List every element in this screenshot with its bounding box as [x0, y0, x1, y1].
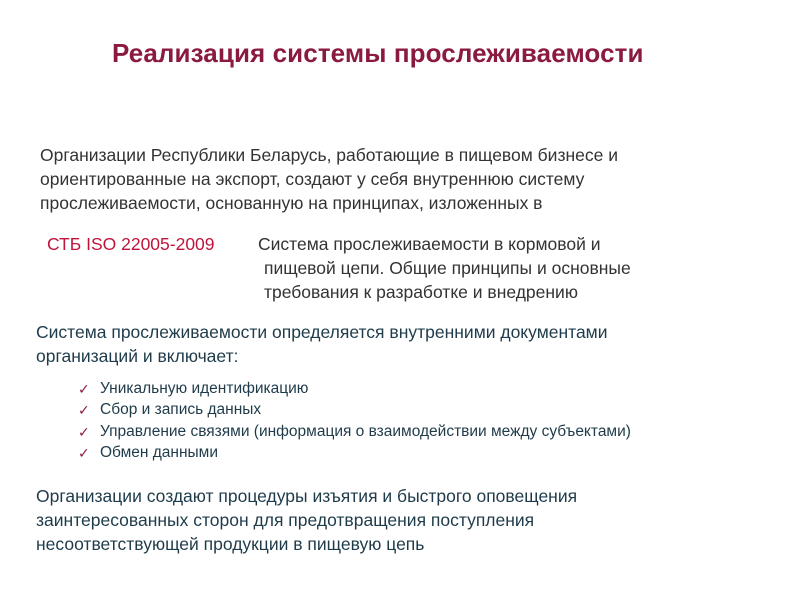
- standard-description-line: пищевой цепи. Общие принципы и основные: [264, 258, 631, 278]
- intro-line: ориентированные на экспорт, создают у себя внутреннюю систему: [40, 169, 585, 189]
- check-icon: ✓: [78, 445, 90, 462]
- check-icon: ✓: [78, 380, 90, 397]
- intro-paragraph: [40, 143, 740, 215]
- check-icon: ✓: [78, 402, 90, 419]
- list-item-label: Обмен данными: [100, 444, 218, 462]
- conclusion-line: заинтересованных сторон для предотвращения поступления: [36, 510, 535, 530]
- conclusion-paragraph: [36, 484, 766, 556]
- system-definition-paragraph: [36, 320, 766, 368]
- slide-title: Реализация системы прослеживаемости: [112, 38, 644, 68]
- conclusion-line: несоответствующей продукции в пищевую цепь: [36, 534, 425, 554]
- intro-line: Организации Республики Беларусь, работающие в пищевом бизнесе и: [40, 145, 618, 165]
- check-icon: ✓: [78, 423, 90, 440]
- standard-description-line: Система прослеживаемости в кормовой и: [258, 234, 601, 254]
- components-list: [78, 378, 768, 464]
- system-definition-line: организаций и включает:: [36, 346, 239, 366]
- list-item: [78, 421, 768, 443]
- list-item: [78, 378, 768, 400]
- list-item-label: Уникальную идентификацию: [100, 379, 309, 397]
- conclusion-line: Организации создают процедуры изъятия и быстрого оповещения: [36, 486, 578, 506]
- intro-line: прослеживаемости, основанную на принципах, изложенных в: [40, 193, 543, 213]
- list-item-label: Сбор и запись данных: [100, 401, 262, 419]
- list-item: [78, 400, 768, 422]
- list-item: [78, 443, 768, 465]
- list-item-label: Управление связями (информация о взаимодействии между субъектами): [100, 422, 631, 440]
- standard-description: [258, 232, 758, 304]
- system-definition-line: Система прослеживаемости определяется внутренними документами: [36, 322, 608, 342]
- standard-code: СТБ ISO 22005-2009: [47, 234, 215, 254]
- standard-description-line: требования к разработке и внедрению: [264, 282, 578, 302]
